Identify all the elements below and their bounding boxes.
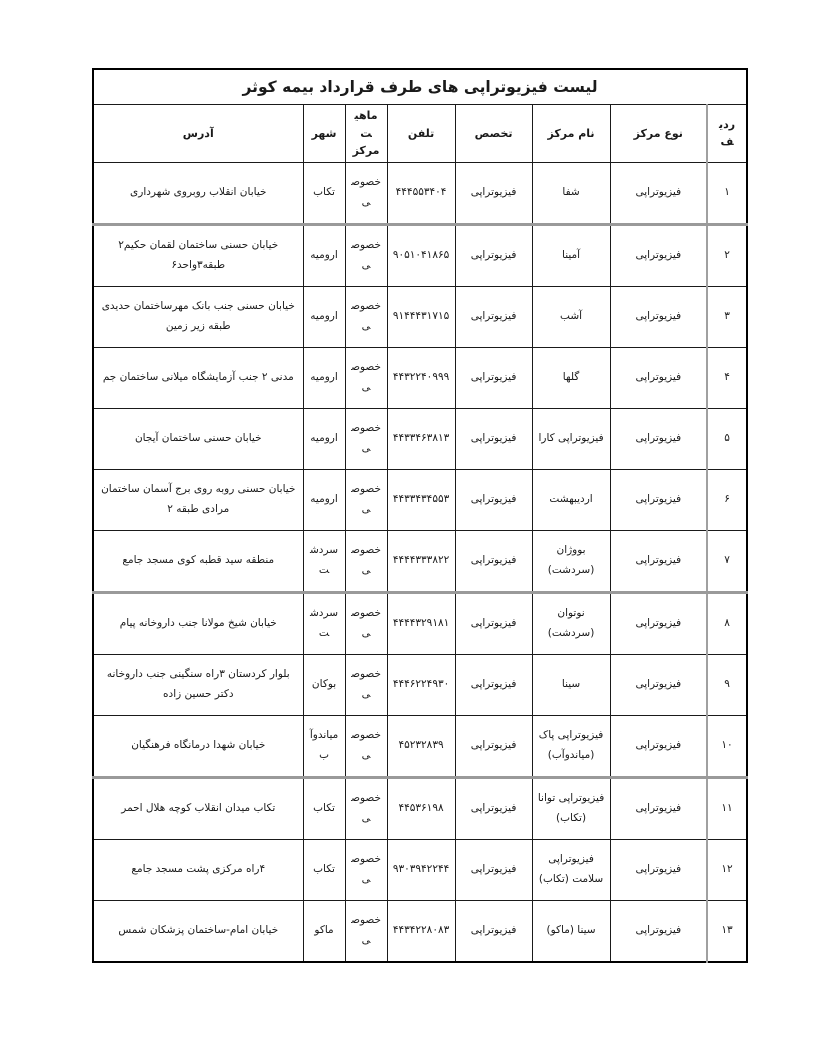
cell-center-nature: خصوصی	[345, 469, 387, 530]
table-body	[93, 162, 747, 962]
cell-city: تکاب	[303, 777, 345, 839]
cell-phone: ۴۴۵۳۶۱۹۸	[387, 777, 455, 839]
physiotherapy-contract-table	[92, 68, 748, 963]
cell-city: ارومیه	[303, 224, 345, 286]
cell-phone: ۴۴۳۳۴۳۴۵۵۳	[387, 469, 455, 530]
cell-center-name: فیزیوتراپی توانا (تکاب)	[532, 777, 610, 839]
cell-center-type: فیزیوتراپی	[610, 162, 707, 224]
cell-specialty: فیزیوتراپی	[455, 839, 532, 900]
cell-center-nature: خصوصی	[345, 347, 387, 408]
cell-city: ارومیه	[303, 469, 345, 530]
cell-center-name: فیزیوتراپی سلامت (تکاب)	[532, 839, 610, 900]
cell-phone: ۴۴۴۴۳۲۹۱۸۱	[387, 592, 455, 654]
cell-center-type: فیزیوتراپی	[610, 592, 707, 654]
cell-center-type: فیزیوتراپی	[610, 286, 707, 347]
cell-center-nature: خصوصی	[345, 900, 387, 962]
cell-center-name: فیزیوتراپی کارا	[532, 408, 610, 469]
cell-address: خیابان شهدا درمانگاه فرهنگیان	[93, 715, 303, 777]
cell-row-no: ۹	[707, 654, 747, 715]
cell-address: خیابان حسنی ساختمان لقمان حکیم۲ طبقه۳واحد۶	[93, 224, 303, 286]
cell-phone: ۴۴۳۳۴۶۳۸۱۳	[387, 408, 455, 469]
header-row	[93, 105, 747, 163]
column-header-row-no: ردیف	[707, 105, 747, 163]
column-header-specialty: تخصص	[455, 105, 532, 163]
cell-specialty: فیزیوتراپی	[455, 592, 532, 654]
cell-center-name: سینا	[532, 654, 610, 715]
cell-row-no: ۱	[707, 162, 747, 224]
cell-phone: ۹۳۰۳۹۴۲۲۴۴	[387, 839, 455, 900]
cell-row-no: ۳	[707, 286, 747, 347]
cell-row-no: ۷	[707, 530, 747, 592]
cell-specialty: فیزیوتراپی	[455, 162, 532, 224]
cell-center-type: فیزیوتراپی	[610, 839, 707, 900]
table-row	[93, 469, 747, 530]
column-header-center-name: نام مرکز	[532, 105, 610, 163]
cell-center-nature: خصوصی	[345, 715, 387, 777]
cell-city: ماکو	[303, 900, 345, 962]
cell-specialty: فیزیوتراپی	[455, 777, 532, 839]
cell-center-name: فیزیوتراپی پاک (میاندوآب)	[532, 715, 610, 777]
cell-center-type: فیزیوتراپی	[610, 530, 707, 592]
cell-center-nature: خصوصی	[345, 592, 387, 654]
cell-city: ارومیه	[303, 408, 345, 469]
cell-center-name: بووژان (سردشت)	[532, 530, 610, 592]
cell-phone: ۴۵۲۳۲۸۳۹	[387, 715, 455, 777]
cell-phone: ۴۴۴۴۳۳۳۸۲۲	[387, 530, 455, 592]
cell-row-no: ۲	[707, 224, 747, 286]
table-row	[93, 900, 747, 962]
cell-center-nature: خصوصی	[345, 530, 387, 592]
table-row	[93, 654, 747, 715]
cell-city: تکاب	[303, 839, 345, 900]
cell-specialty: فیزیوتراپی	[455, 286, 532, 347]
cell-center-nature: خصوصی	[345, 654, 387, 715]
cell-row-no: ۶	[707, 469, 747, 530]
cell-phone: ۹۰۵۱۰۴۱۸۶۵	[387, 224, 455, 286]
cell-address: مدنی ۲ جنب آزمایشگاه میلانی ساختمان جم	[93, 347, 303, 408]
table-row	[93, 530, 747, 592]
table-row	[93, 408, 747, 469]
table-row	[93, 162, 747, 224]
title-row	[93, 69, 747, 105]
cell-center-name: آمینا	[532, 224, 610, 286]
cell-center-type: فیزیوتراپی	[610, 469, 707, 530]
cell-center-type: فیزیوتراپی	[610, 654, 707, 715]
column-header-address: آدرس	[93, 105, 303, 163]
cell-center-type: فیزیوتراپی	[610, 347, 707, 408]
cell-center-name: آشب	[532, 286, 610, 347]
cell-row-no: ۱۲	[707, 839, 747, 900]
cell-specialty: فیزیوتراپی	[455, 654, 532, 715]
cell-center-nature: خصوصی	[345, 408, 387, 469]
cell-specialty: فیزیوتراپی	[455, 900, 532, 962]
cell-address: خیابان حسنی جنب بانک مهرساختمان حدیدی طبقه زیر زمین	[93, 286, 303, 347]
cell-row-no: ۴	[707, 347, 747, 408]
cell-center-name: اردیبهشت	[532, 469, 610, 530]
cell-center-name: سینا (ماکو)	[532, 900, 610, 962]
table-row	[93, 715, 747, 777]
cell-specialty: فیزیوتراپی	[455, 224, 532, 286]
cell-phone: ۴۴۳۲۲۴۰۹۹۹	[387, 347, 455, 408]
cell-center-type: فیزیوتراپی	[610, 777, 707, 839]
table-title: لیست فیزیوتراپی های طرف قرارداد بیمه کوثر	[93, 69, 747, 105]
cell-center-name: شفا	[532, 162, 610, 224]
table-row	[93, 592, 747, 654]
column-header-center-nature: ماهیت مرکز	[345, 105, 387, 163]
cell-specialty: فیزیوتراپی	[455, 530, 532, 592]
cell-center-name: نوتوان (سردشت)	[532, 592, 610, 654]
cell-address: ۴راه مرکزی پشت مسجد جامع	[93, 839, 303, 900]
cell-address: خیابان شیخ مولانا جنب داروخانه پیام	[93, 592, 303, 654]
cell-city: ارومیه	[303, 286, 345, 347]
cell-center-nature: خصوصی	[345, 777, 387, 839]
cell-row-no: ۱۳	[707, 900, 747, 962]
cell-specialty: فیزیوتراپی	[455, 408, 532, 469]
cell-phone: ۴۴۴۵۵۳۴۰۴	[387, 162, 455, 224]
cell-center-name: گلها	[532, 347, 610, 408]
column-header-center-type: نوع مرکز	[610, 105, 707, 163]
cell-phone: ۴۴۴۶۲۲۴۹۳۰	[387, 654, 455, 715]
cell-center-type: فیزیوتراپی	[610, 900, 707, 962]
table-row	[93, 286, 747, 347]
column-header-phone: تلفن	[387, 105, 455, 163]
cell-center-type: فیزیوتراپی	[610, 715, 707, 777]
cell-address: خیابان امام-ساختمان پزشکان شمس	[93, 900, 303, 962]
cell-center-nature: خصوصی	[345, 839, 387, 900]
column-header-city: شهر	[303, 105, 345, 163]
cell-specialty: فیزیوتراپی	[455, 347, 532, 408]
cell-address: منطقه سید قطبه کوی مسجد جامع	[93, 530, 303, 592]
cell-city: ارومیه	[303, 347, 345, 408]
cell-city: میاندوآب	[303, 715, 345, 777]
cell-center-type: فیزیوتراپی	[610, 224, 707, 286]
cell-address: بلوار کردستان ۳راه سنگینی جنب داروخانه دکتر حسین زاده	[93, 654, 303, 715]
table-row	[93, 347, 747, 408]
cell-phone: ۴۴۳۴۲۲۸۰۸۳	[387, 900, 455, 962]
cell-city: تکاب	[303, 162, 345, 224]
table-row	[93, 777, 747, 839]
table-row	[93, 224, 747, 286]
cell-city: بوکان	[303, 654, 345, 715]
cell-row-no: ۱۰	[707, 715, 747, 777]
cell-center-nature: خصوصی	[345, 286, 387, 347]
cell-address: تکاب میدان انقلاب کوچه هلال احمر	[93, 777, 303, 839]
cell-row-no: ۵	[707, 408, 747, 469]
cell-city: سردشت	[303, 530, 345, 592]
cell-center-type: فیزیوتراپی	[610, 408, 707, 469]
cell-address: خیابان حسنی روبه روی برج آسمان ساختمان مرادی طبقه ۲	[93, 469, 303, 530]
cell-city: سردشت	[303, 592, 345, 654]
cell-specialty: فیزیوتراپی	[455, 715, 532, 777]
cell-center-nature: خصوصی	[345, 162, 387, 224]
cell-row-no: ۱۱	[707, 777, 747, 839]
cell-address: خیابان انقلاب روبروی شهرداری	[93, 162, 303, 224]
cell-row-no: ۸	[707, 592, 747, 654]
cell-specialty: فیزیوتراپی	[455, 469, 532, 530]
table-row	[93, 839, 747, 900]
cell-address: خیابان حسنی ساختمان آیجان	[93, 408, 303, 469]
cell-center-nature: خصوصی	[345, 224, 387, 286]
cell-phone: ۹۱۴۴۴۳۱۷۱۵	[387, 286, 455, 347]
